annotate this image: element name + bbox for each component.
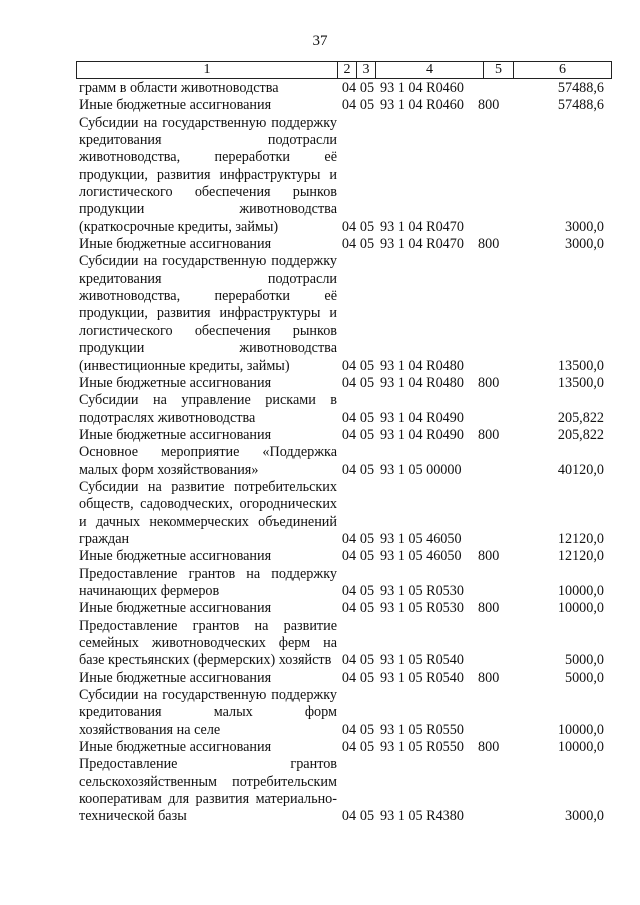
- row-code-target: 93 1 05 R0550: [380, 739, 464, 756]
- table-row: [76, 253, 616, 374]
- row-code-1: 04: [341, 236, 357, 253]
- row-code-target: 93 1 04 R0460: [380, 80, 464, 96]
- row-code-2: 05: [359, 530, 375, 547]
- table-row: [76, 444, 616, 479]
- row-code-type: 800: [478, 97, 500, 114]
- row-code-1: 04: [341, 357, 357, 374]
- row-code-2: 05: [359, 669, 375, 686]
- page-number: 37: [312, 33, 328, 49]
- table-body: [76, 80, 616, 826]
- row-amount: 13500,0: [557, 374, 604, 391]
- header-col-6: 6: [513, 62, 611, 78]
- row-code-target: 93 1 04 R0460: [380, 97, 464, 114]
- table-row: [76, 479, 616, 548]
- row-code-2: 05: [359, 652, 375, 669]
- row-code-2: 05: [359, 236, 375, 253]
- row-code-target: 93 1 04 R0480: [380, 374, 464, 391]
- row-code-1: 04: [341, 669, 357, 686]
- row-code-target: 93 1 04 R0470: [380, 218, 464, 235]
- row-code-target: 93 1 05 R0540: [380, 652, 464, 669]
- table-row: [76, 80, 616, 97]
- row-name: Предоставление грантов на развитие семейных животноводческих ферм на базе крестьянских (фермерских) хозяйств: [79, 617, 337, 669]
- row-code-1: 04: [341, 652, 357, 669]
- table-row: [76, 548, 616, 565]
- row-code-target: 93 1 05 46050: [380, 530, 462, 547]
- row-name: Субсидии на государственную поддержку кредитования подотрасли животноводства, переработки её продукции, развития инфраструктуры и логистического обеспечения рынков продукции животноводства (краткосрочные кредиты, займы): [79, 114, 337, 235]
- table-row: [76, 687, 616, 739]
- row-code-2: 05: [359, 426, 375, 443]
- row-amount: 3000,0: [564, 218, 604, 235]
- row-code-target: 93 1 05 46050: [380, 548, 462, 565]
- row-code-1: 04: [341, 548, 357, 565]
- row-code-type: 800: [478, 600, 500, 617]
- row-amount: 57488,6: [557, 97, 604, 114]
- row-code-2: 05: [359, 808, 375, 825]
- row-name: Субсидии на государственную поддержку кредитования подотрасли животноводства, переработки её продукции, развития инфраструктуры и логистического обеспечения рынков продукции животноводства (инвестиционные кредиты, займы): [79, 253, 337, 374]
- row-amount: 10000,0: [557, 721, 604, 738]
- header-col-5: 5: [483, 62, 513, 78]
- row-amount: 205,822: [557, 409, 604, 426]
- row-code-2: 05: [359, 739, 375, 756]
- row-code-2: 05: [359, 357, 375, 374]
- row-code-2: 05: [359, 461, 375, 478]
- row-code-target: 93 1 04 R0470: [380, 236, 464, 253]
- row-code-type: 800: [478, 739, 500, 756]
- row-code-2: 05: [359, 218, 375, 235]
- row-code-target: 93 1 05 R4380: [380, 808, 464, 825]
- row-name: Субсидии на государственную поддержку кредитования малых форм хозяйствования на селе: [79, 687, 337, 738]
- row-code-target: 93 1 05 R0540: [380, 669, 464, 686]
- table-row: [76, 97, 616, 114]
- row-code-1: 04: [341, 582, 357, 599]
- row-code-1: 04: [341, 461, 357, 478]
- table-row: [76, 236, 616, 253]
- row-code-type: 800: [478, 548, 500, 565]
- row-name: Иные бюджетные ассигнования: [79, 426, 272, 443]
- row-code-target: 93 1 05 R0550: [380, 721, 464, 738]
- row-amount: 3000,0: [564, 808, 604, 825]
- row-name: Иные бюджетные ассигнования: [79, 600, 272, 617]
- row-code-target: 93 1 04 R0490: [380, 409, 464, 426]
- row-amount: 10000,0: [557, 600, 604, 617]
- row-amount: 3000,0: [564, 236, 604, 253]
- row-amount: 57488,6: [557, 80, 604, 96]
- row-code-2: 05: [359, 582, 375, 599]
- row-code-2: 05: [359, 97, 375, 114]
- row-code-target: 93 1 05 R0530: [380, 582, 464, 599]
- row-code-2: 05: [359, 374, 375, 391]
- row-code-type: 800: [478, 669, 500, 686]
- row-code-target: 93 1 05 00000: [380, 461, 462, 478]
- row-name: Субсидии на управление рисками в подотраслях животноводства: [79, 392, 337, 426]
- table-row: [76, 756, 616, 825]
- row-name: Иные бюджетные ассигнования: [79, 739, 272, 756]
- row-code-target: 93 1 04 R0490: [380, 426, 464, 443]
- row-amount: 5000,0: [564, 669, 604, 686]
- table-row: [76, 115, 616, 236]
- row-code-target: 93 1 05 R0530: [380, 600, 464, 617]
- row-code-target: 93 1 04 R0480: [380, 357, 464, 374]
- row-name: Иные бюджетные ассигнования: [79, 236, 272, 253]
- table-row: [76, 375, 616, 392]
- row-amount: 13500,0: [557, 357, 604, 374]
- row-name: грамм в области животноводства: [79, 80, 279, 96]
- row-name: Иные бюджетные ассигнования: [79, 548, 272, 565]
- row-code-2: 05: [359, 548, 375, 565]
- table-row: [76, 392, 616, 427]
- row-name: Иные бюджетные ассигнования: [79, 669, 272, 686]
- row-code-1: 04: [341, 97, 357, 114]
- row-code-type: 800: [478, 236, 500, 253]
- row-code-1: 04: [341, 218, 357, 235]
- row-code-1: 04: [341, 409, 357, 426]
- row-amount: 5000,0: [564, 652, 604, 669]
- row-amount: 12120,0: [557, 530, 604, 547]
- row-code-1: 04: [341, 600, 357, 617]
- header-col-4: 4: [375, 62, 483, 78]
- row-amount: 10000,0: [557, 582, 604, 599]
- row-code-1: 04: [341, 739, 357, 756]
- table-row: [76, 618, 616, 670]
- row-code-1: 04: [341, 808, 357, 825]
- row-name: Субсидии на развитие потребительских обществ, садоводческих, огороднических и дачных некоммерческих объединений граждан: [79, 478, 337, 547]
- row-code-2: 05: [359, 80, 375, 96]
- row-code-1: 04: [341, 721, 357, 738]
- row-amount: 12120,0: [557, 548, 604, 565]
- header-col-3: 3: [356, 62, 375, 78]
- row-code-type: 800: [478, 426, 500, 443]
- row-code-1: 04: [341, 426, 357, 443]
- header-col-1: 1: [203, 62, 211, 77]
- table-row: [76, 566, 616, 601]
- row-code-type: 800: [478, 374, 500, 391]
- table-row: [76, 427, 616, 444]
- row-name: Предоставление грантов сельскохозяйственным потребительским кооперативам для развития материально-технической базы: [79, 756, 337, 825]
- row-amount: 10000,0: [557, 739, 604, 756]
- row-code-2: 05: [359, 721, 375, 738]
- row-code-1: 04: [341, 80, 357, 96]
- row-name: Иные бюджетные ассигнования: [79, 374, 272, 391]
- table-header: [76, 61, 612, 79]
- row-code-2: 05: [359, 409, 375, 426]
- row-name: Предоставление грантов на поддержку начинающих фермеров: [79, 565, 337, 599]
- row-name: Иные бюджетные ассигнования: [79, 97, 272, 114]
- row-name: Основное мероприятие «Поддержка малых форм хозяйствования»: [79, 444, 337, 478]
- row-code-1: 04: [341, 374, 357, 391]
- row-code-1: 04: [341, 530, 357, 547]
- header-col-2: 2: [337, 62, 356, 78]
- row-amount: 205,822: [557, 426, 604, 443]
- table-row: [76, 739, 616, 756]
- row-amount: 40120,0: [557, 461, 604, 478]
- table-row: [76, 600, 616, 617]
- table-row: [76, 670, 616, 687]
- row-code-2: 05: [359, 600, 375, 617]
